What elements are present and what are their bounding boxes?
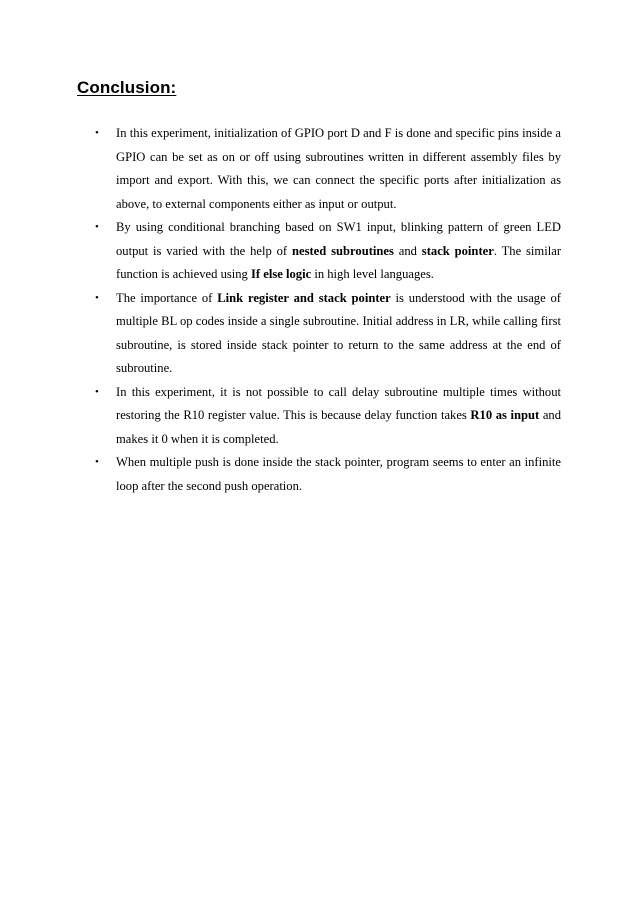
bold-term: stack pointer [421,243,494,258]
bullet-icon: • [95,456,99,468]
item-text: . The similar function is achieved using [116,243,562,281]
bullet-icon: • [95,291,99,304]
item-text: in high level languages. [311,267,434,281]
item-text: In this experiment, it is not possible to call delay subroutine multiple times without restoring the R10 register value. This is because delay function takes [116,384,561,422]
list-item [93,287,561,381]
item-text: and [393,243,422,258]
bold-term: R10 as input [470,408,540,422]
item-text: When multiple push is done inside the stack pointer, program seems to enter an infinite loop after the second push operation. [116,455,561,493]
bold-term: nested subroutines [291,243,394,258]
bullet-icon: • [95,385,99,398]
item-text: By using conditional branching based on SW1 input, blinking pattern of green LED output is varied with the help of [116,220,561,258]
list-item [93,381,561,452]
section-heading: Conclusion: [77,78,177,97]
item-text: In this experiment, initialization of GPIO port D and F is done and specific pins inside a GPIO can be set as on or off using subroutines written in different assembly files by import and export. With this, we can connect the specific ports after initialization as above, to external components either as input or output. [116,126,561,211]
bullet-icon: • [95,127,99,139]
list-item [93,216,561,287]
bold-term: Link register and stack pointer [217,290,391,305]
bold-term: If else logic [251,267,312,281]
list-item [93,122,561,216]
item-text: and makes it 0 when it is completed. [116,408,561,446]
item-text: The importance of [116,290,218,305]
list-item [93,451,561,498]
item-text: is understood with the usage of multiple BL op codes inside a single subroutine. Initial address in LR, while calling first subroutine, is stored inside stack pointer to return to the same address at the end of subroutine. [116,290,562,375]
conclusion-list [93,122,561,498]
bullet-icon: • [95,221,99,233]
